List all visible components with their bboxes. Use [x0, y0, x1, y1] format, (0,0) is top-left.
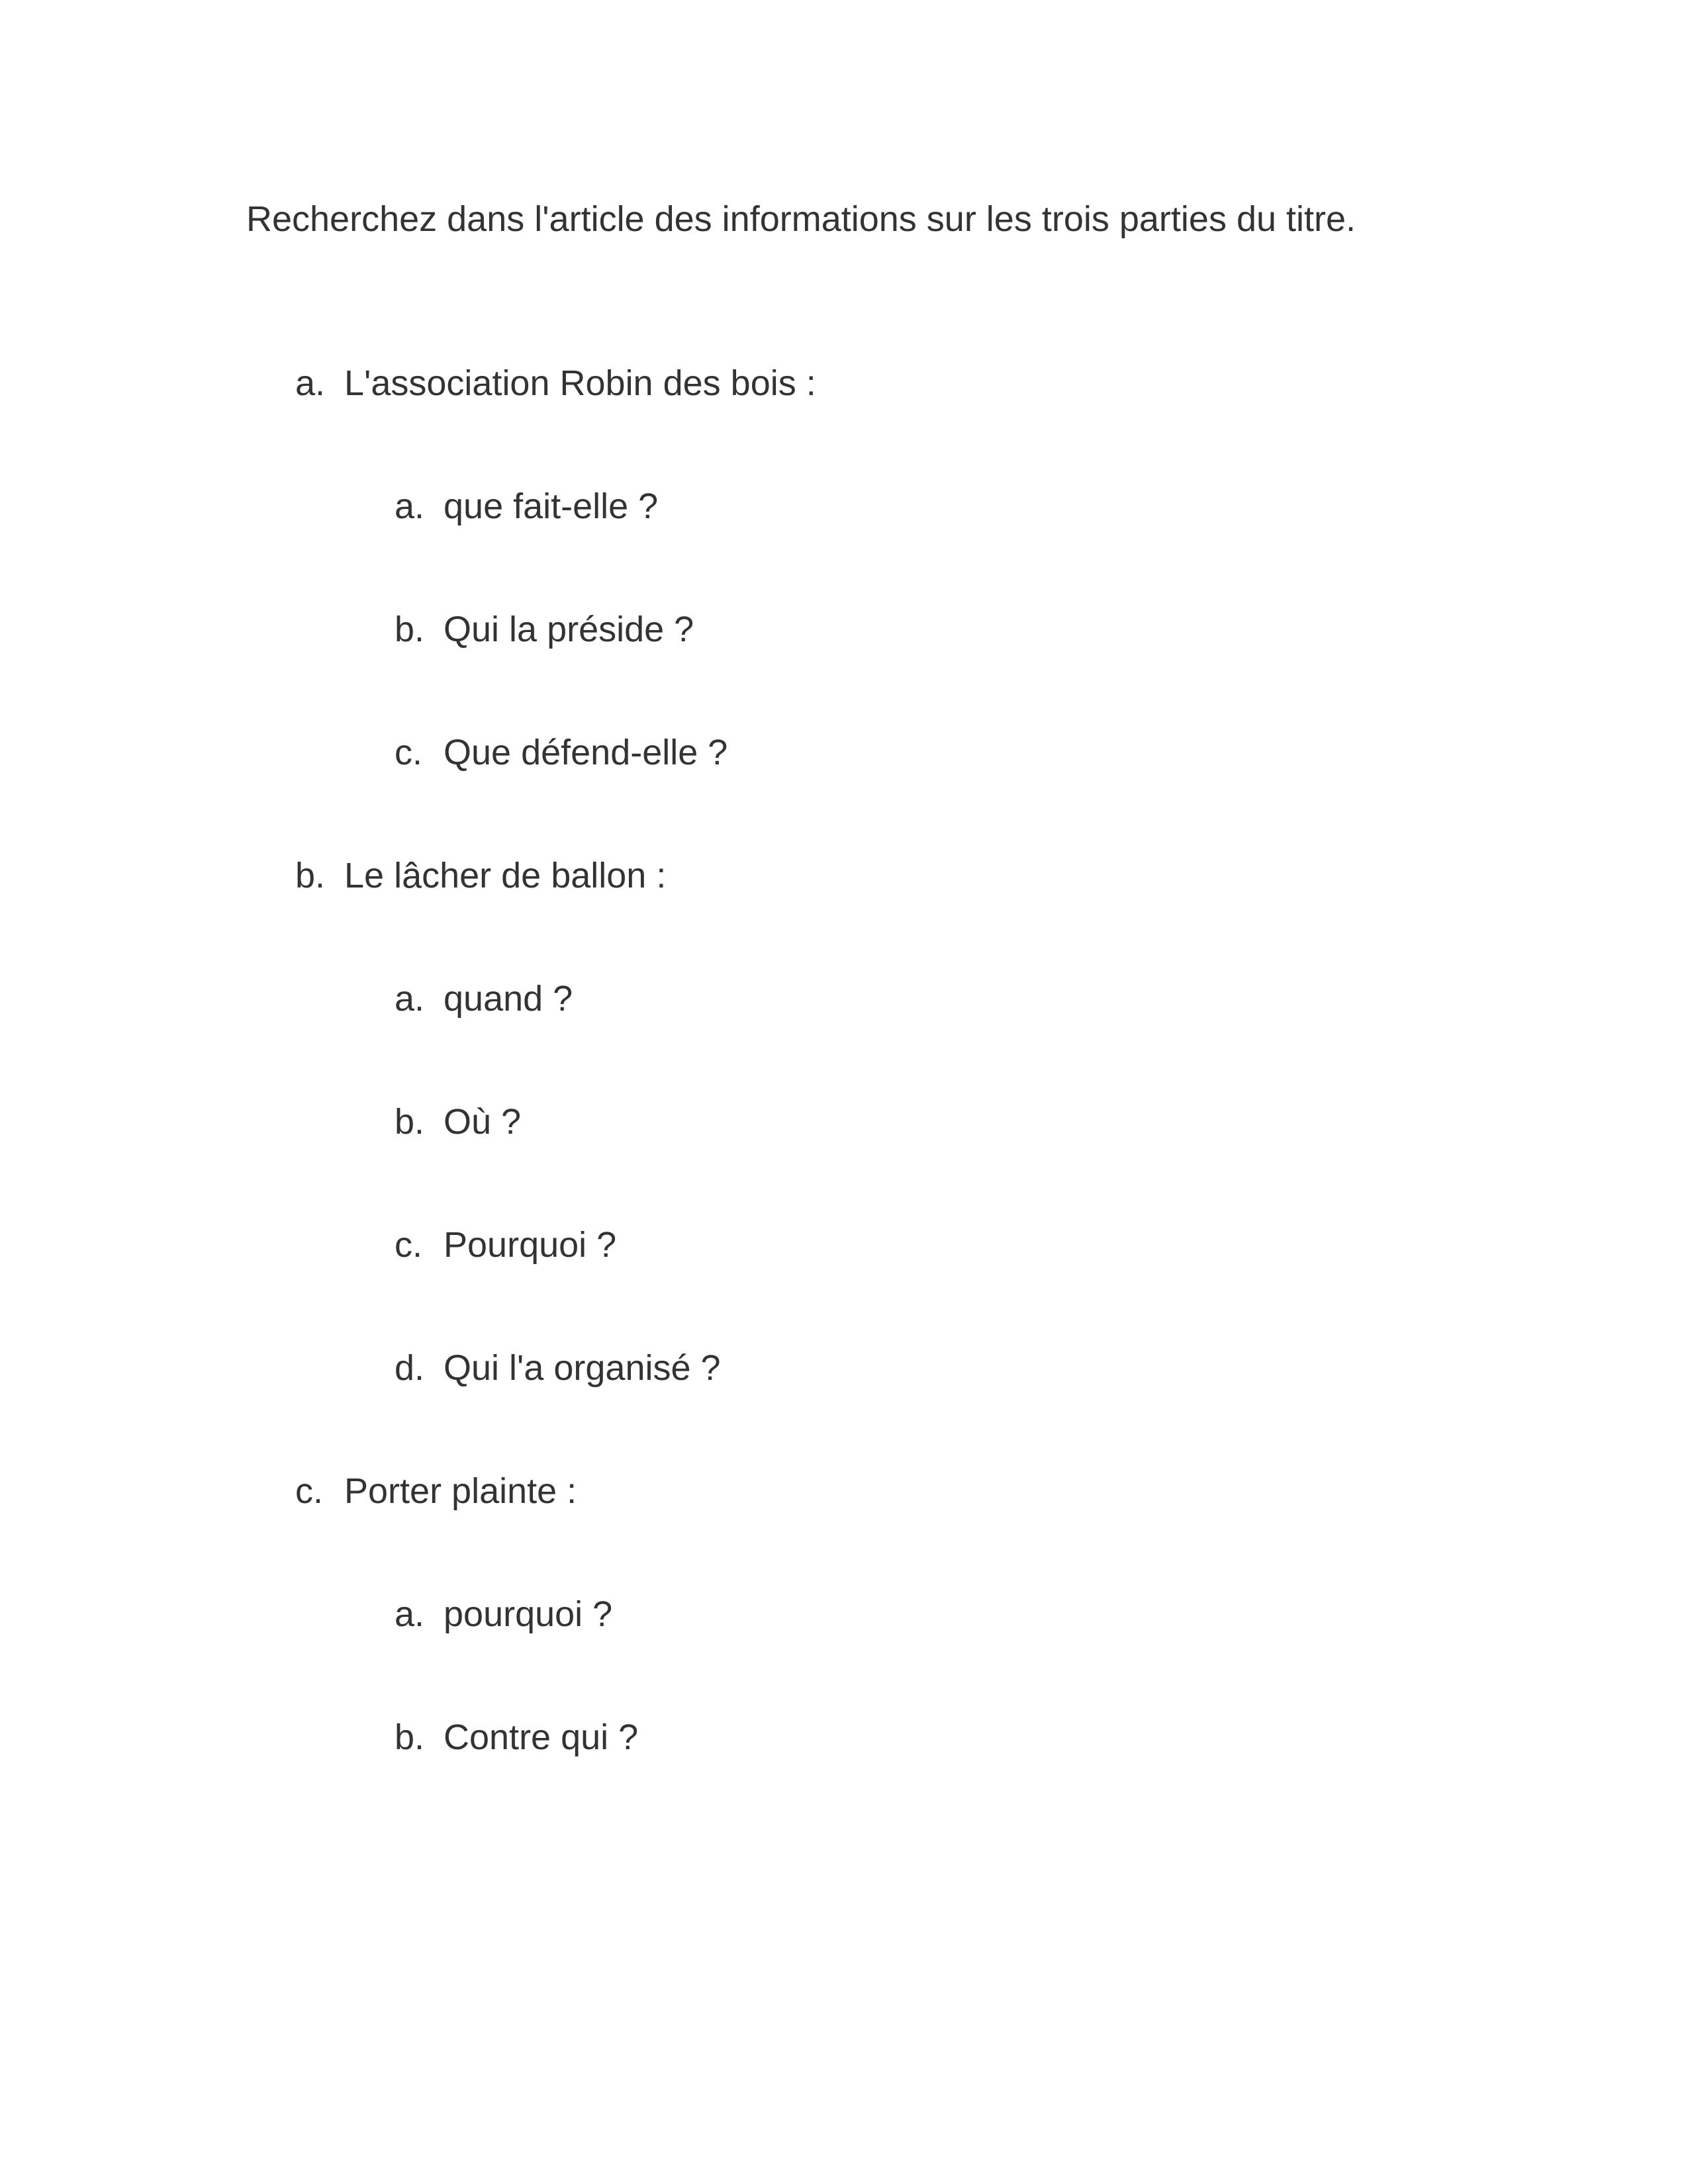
list-item — [395, 1100, 521, 1144]
list-marker: a. — [395, 1594, 425, 1634]
section-label: Porter plainte : — [344, 1471, 577, 1511]
list-marker: b. — [395, 1717, 425, 1757]
question-text: quand ? — [444, 979, 573, 1019]
section-porter-plainte — [295, 1469, 577, 1513]
list-item — [395, 977, 573, 1021]
question-text: Qui l'a organisé ? — [444, 1348, 721, 1388]
list-marker: b. — [295, 856, 326, 895]
list-marker: b. — [395, 610, 425, 649]
list-item — [395, 1592, 612, 1636]
question-text: que fait-elle ? — [444, 486, 659, 526]
list-marker: c. — [395, 1225, 423, 1265]
question-text: Où ? — [444, 1102, 522, 1142]
section-lacher-de-ballon — [295, 854, 666, 897]
list-marker: b. — [395, 1102, 425, 1142]
question-text: Que défend-elle ? — [444, 733, 728, 772]
list-marker: c. — [295, 1471, 324, 1511]
list-item — [395, 484, 658, 528]
question-text: Pourquoi ? — [444, 1225, 617, 1265]
list-item — [395, 1223, 616, 1267]
list-marker: a. — [395, 486, 425, 526]
section-label: Le lâcher de ballon : — [344, 856, 667, 895]
question-text: pourquoi ? — [444, 1594, 613, 1634]
question-text: Contre qui ? — [444, 1717, 639, 1757]
section-robin-des-bois — [295, 361, 816, 405]
question-text: Qui la préside ? — [444, 610, 694, 649]
list-item — [395, 1346, 721, 1390]
list-item — [395, 1715, 638, 1759]
list-item — [395, 731, 727, 774]
intro-text: Recherchez dans l'article des informations sur les trois parties du titre. — [246, 199, 1356, 239]
section-label: L'association Robin des bois : — [344, 363, 816, 403]
list-marker: a. — [295, 363, 326, 403]
list-marker: c. — [395, 733, 423, 772]
list-item — [395, 608, 694, 651]
list-marker: d. — [395, 1348, 425, 1388]
list-marker: a. — [395, 979, 425, 1019]
